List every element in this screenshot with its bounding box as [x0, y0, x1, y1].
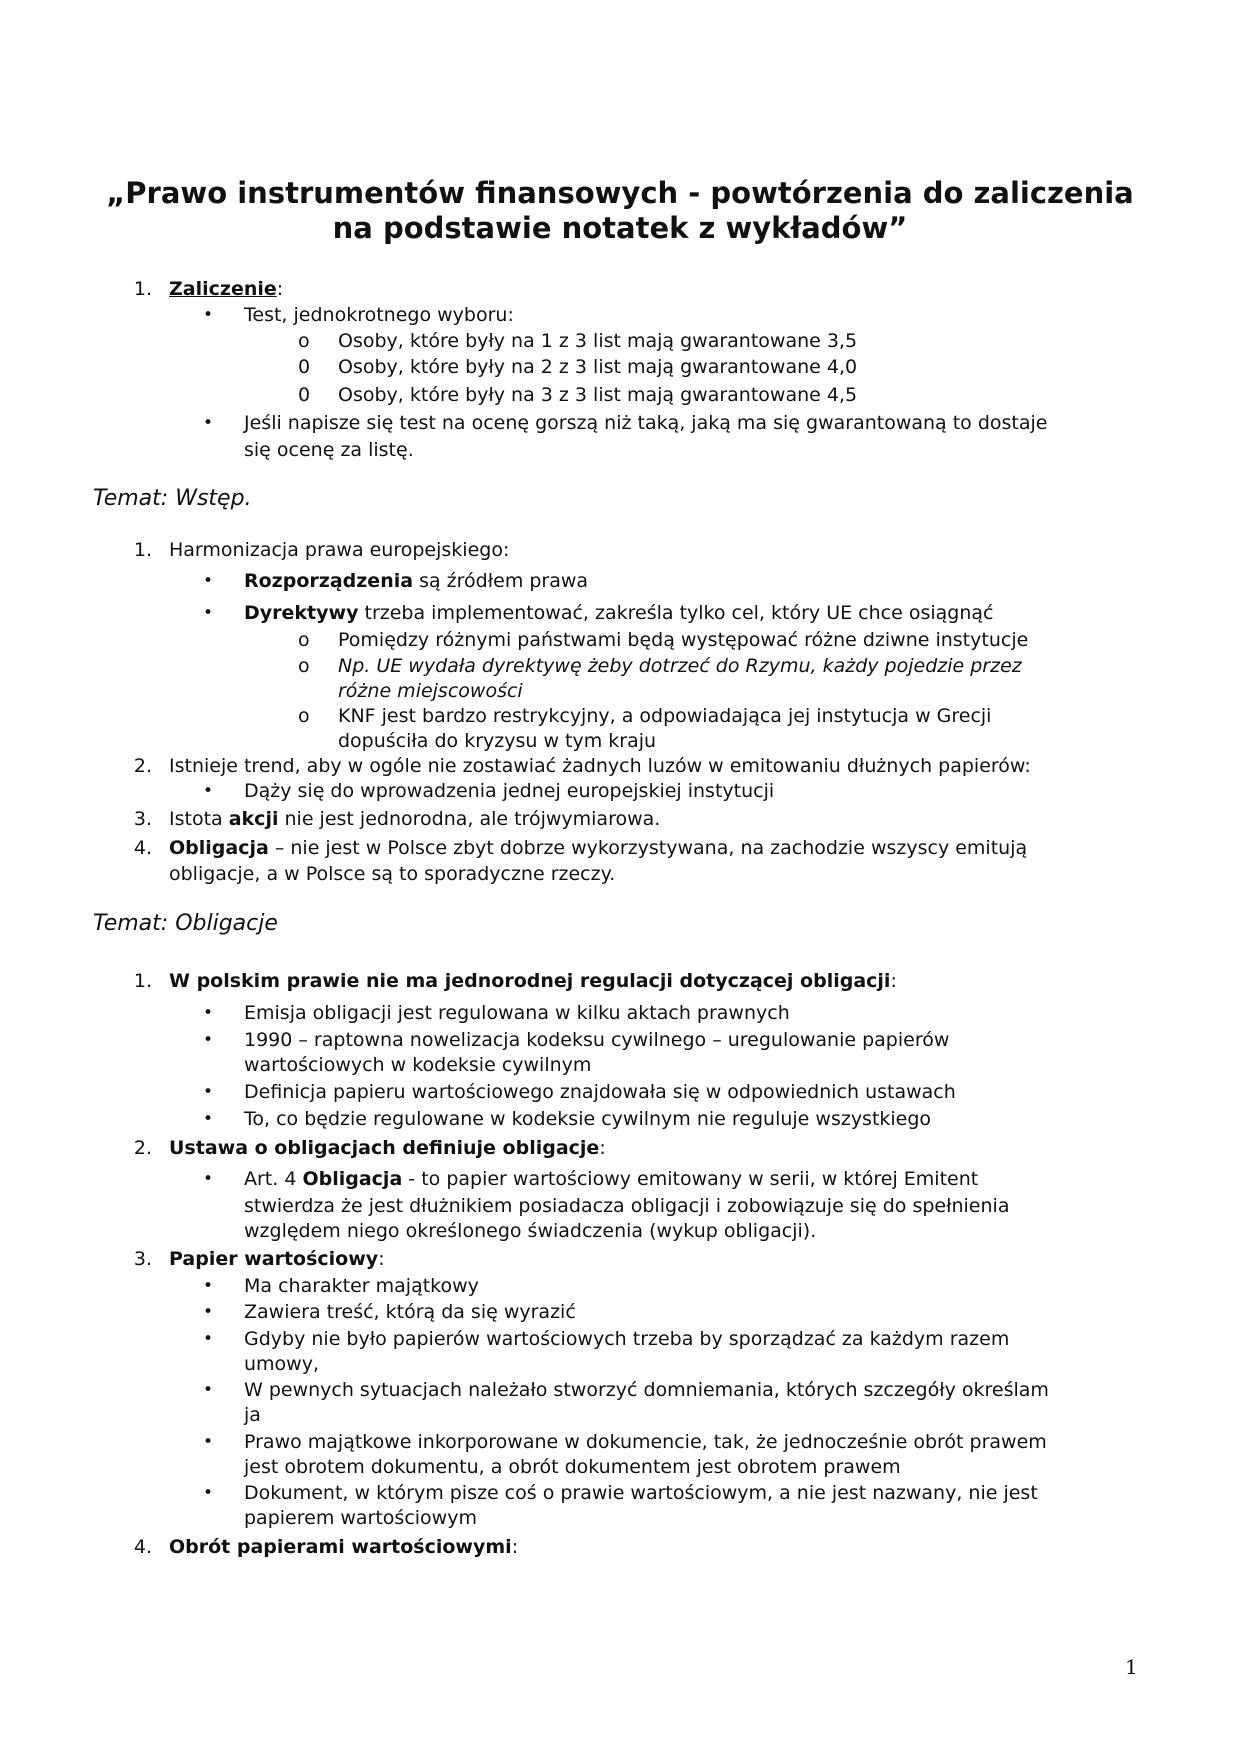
list-item: Ustawa o obligacjach definiuje obligacje: — [169, 1137, 606, 1159]
bullet-icon: • — [203, 1109, 214, 1129]
list-item-continuation: dopuściła do kryzysu w tym kraju — [338, 730, 657, 752]
bullet-icon: • — [203, 1380, 214, 1400]
bullet-icon: • — [203, 1276, 214, 1296]
list-item: Emisja obligacji jest regulowana w kilku aktach prawnych — [244, 1002, 790, 1024]
list-item-continuation: różne miejscowości — [338, 680, 523, 702]
bullet-icon: • — [203, 1432, 214, 1452]
list-item-continuation: obligacje, a w Polsce są to sporadyczne rzeczy. — [169, 863, 616, 885]
list-item: KNF jest bardzo restrykcyjny, a odpowiadająca jej instytucja w Grecji — [338, 705, 992, 727]
list-item: Pomiędzy różnymi państwami będą występować różne dziwne instytucje — [338, 629, 1029, 651]
list-item: Ma charakter majątkowy — [244, 1275, 479, 1297]
list-number: 1. — [133, 278, 152, 300]
list-item: Np. UE wydała dyrektywę żeby dotrzeć do Rzymu, każdy pojedzie przez — [338, 655, 1022, 677]
bullet-icon: • — [203, 1483, 214, 1503]
list-item: Dąży się do wprowadzenia jednej europejskiej instytucji — [244, 780, 775, 802]
list-item: Jeśli napisze się test na ocenę gorszą niż taką, jaką ma się gwarantowaną to dostaje — [244, 412, 1048, 434]
list-item-continuation: stwierdza że jest dłużnikiem posiadacza obligacji i zobowiązuje się do spełnienia — [244, 1195, 1010, 1217]
sub-bullet-icon: 0 — [298, 384, 311, 406]
bullet-icon: • — [203, 1302, 214, 1322]
sub-bullet-icon: o — [298, 629, 310, 651]
bullet-icon: • — [203, 781, 214, 801]
list-number: 2. — [133, 1137, 152, 1159]
list-item-continuation: umowy, — [244, 1353, 319, 1375]
list-item: To, co będzie regulowane w kodeksie cywilnym nie reguluje wszystkiego — [244, 1108, 932, 1130]
list-item: Osoby, które były na 2 z 3 list mają gwarantowane 4,0 — [338, 356, 858, 378]
bullet-icon: • — [203, 1030, 214, 1050]
bullet-icon: • — [203, 571, 214, 591]
list-item: Dokument, w którym pisze coś o prawie wartościowym, a nie jest nazwany, nie jest — [244, 1482, 1038, 1504]
list-item: Prawo majątkowe inkorporowane w dokumencie, tak, że jednocześnie obrót prawem — [244, 1431, 1047, 1453]
list-item: Istota akcji nie jest jednorodna, ale trójwymiarowa. — [169, 808, 661, 830]
bullet-icon: • — [203, 1082, 214, 1102]
bullet-icon: • — [203, 413, 214, 433]
list-item: Dyrektywy trzeba implementować, zakreśla tylko cel, który UE chce osiągnąć — [244, 602, 994, 624]
document-title — [80, 176, 1160, 246]
list-item: Obligacja – nie jest w Polsce zbyt dobrze wykorzystywana, na zachodzie wszyscy emitują — [169, 837, 1028, 859]
section-heading-zaliczenie: Zaliczenie — [169, 278, 277, 300]
list-item: W polskim prawie nie ma jednorodnej regulacji dotyczącej obligacji: — [169, 970, 897, 992]
sub-bullet-icon: 0 — [298, 356, 311, 378]
list-item: W pewnych sytuacjach należało stworzyć domniemania, których szczegóły określam — [244, 1379, 1049, 1401]
topic-heading-wstep: Temat: Wstęp. — [93, 486, 252, 511]
list-item: Zaliczenie: — [169, 278, 284, 300]
list-number: 1. — [133, 970, 152, 992]
list-item: Zawiera treść, którą da się wyrazić — [244, 1301, 576, 1323]
list-item: Test, jednokrotnego wyboru: — [244, 304, 514, 326]
bullet-icon: • — [203, 1169, 214, 1189]
list-item: Gdyby nie było papierów wartościowych trzeba by sporządzać za każdym razem — [244, 1328, 1010, 1350]
sub-bullet-icon: o — [298, 655, 310, 677]
list-item: 1990 – raptowna nowelizacja kodeksu cywilnego – uregulowanie papierów — [244, 1029, 950, 1051]
bullet-icon: • — [203, 1329, 214, 1349]
list-item: Definicja papieru wartościowego znajdowała się w odpowiednich ustawach — [244, 1081, 956, 1103]
sub-bullet-icon: o — [298, 705, 310, 727]
list-item-continuation: papierem wartościowym — [244, 1507, 477, 1529]
list-item: Istnieje trend, aby w ogóle nie zostawiać żadnych luzów w emitowaniu dłużnych papierów: — [169, 755, 1031, 777]
list-item-continuation: względem niego określonego świadczenia (wykup obligacji). — [244, 1220, 817, 1242]
list-item: Rozporządzenia są źródłem prawa — [244, 570, 589, 592]
list-number: 4. — [133, 837, 152, 859]
list-item: Osoby, które były na 1 z 3 list mają gwarantowane 3,5 — [338, 330, 858, 352]
list-item: Obrót papierami wartościowymi: — [169, 1536, 519, 1558]
list-item: Art. 4 Obligacja - to papier wartościowy emitowany w serii, w której Emitent — [244, 1168, 979, 1190]
title-line-2: na podstawie notatek z wykładów” — [332, 211, 908, 245]
bullet-icon: • — [203, 603, 214, 623]
sub-bullet-icon: o — [298, 330, 310, 352]
list-number: 1. — [133, 539, 152, 561]
list-item-continuation: się ocenę za listę. — [244, 439, 414, 461]
list-number: 2. — [133, 755, 152, 777]
list-item: Osoby, które były na 3 z 3 list mają gwarantowane 4,5 — [338, 384, 858, 406]
bullet-icon: • — [203, 1003, 214, 1023]
list-number: 4. — [133, 1536, 152, 1558]
page-number: 1 — [1125, 1655, 1138, 1679]
list-item-continuation: ja — [244, 1404, 261, 1426]
bullet-icon: • — [203, 305, 214, 325]
list-item-continuation: jest obrotem dokumentu, a obrót dokumentem jest obrotem prawem — [244, 1456, 901, 1478]
list-item: Harmonizacja prawa europejskiego: — [169, 539, 510, 561]
list-item: Papier wartościowy: — [169, 1248, 385, 1270]
topic-heading-obligacje: Temat: Obligacje — [93, 911, 278, 936]
title-line-1: „Prawo instrumentów finansowych - powtórzenia do zaliczenia — [106, 176, 1134, 210]
list-item-continuation: wartościowych w kodeksie cywilnym — [244, 1054, 592, 1076]
list-number: 3. — [133, 808, 152, 830]
list-number: 3. — [133, 1248, 152, 1270]
